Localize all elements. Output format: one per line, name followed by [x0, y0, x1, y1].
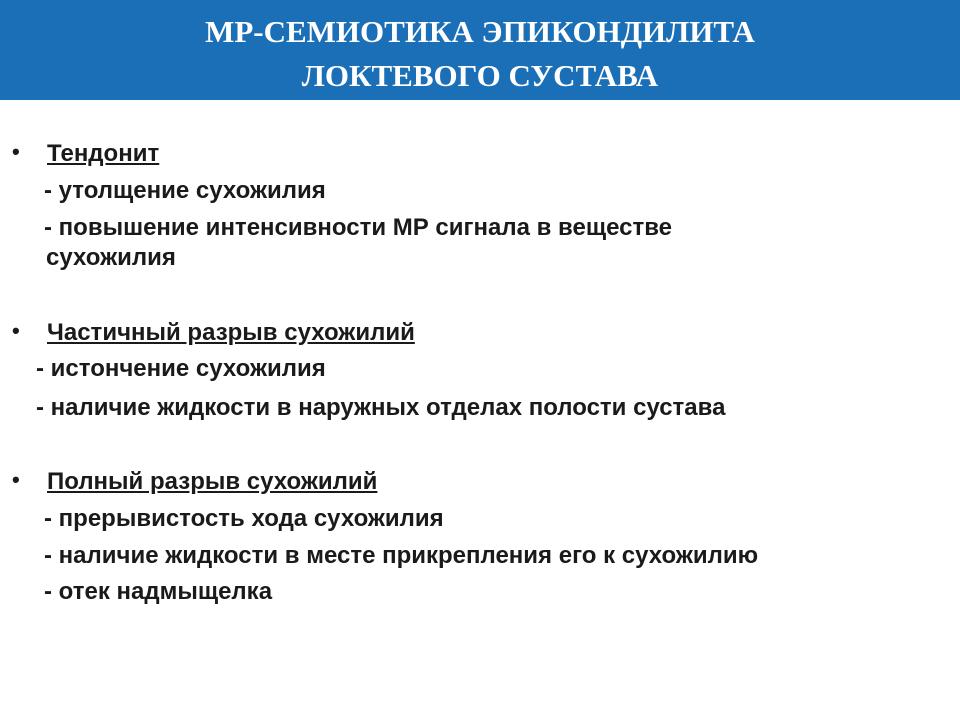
section-heading-tendonitis: Тендонит [47, 140, 160, 167]
bullet-icon: • [12, 139, 20, 164]
section-heading-partial-rupture: Частичный разрыв сухожилий [47, 319, 415, 346]
list-item: - утолщение сухожилия [44, 177, 326, 204]
bullet-icon: • [12, 318, 20, 343]
list-item: - наличие жидкости в наружных отделах полости сустава [36, 394, 726, 421]
list-item: - наличие жидкости в месте прикрепления его к сухожилию [44, 542, 759, 569]
list-item: - повышение интенсивности МР сигнала в веществе [44, 214, 672, 241]
list-item: сухожилия [46, 244, 176, 271]
title-line-1: МР-СЕМИОТИКА ЭПИКОНДИЛИТА [205, 14, 755, 49]
bullet-icon: • [12, 467, 20, 492]
list-item: - истончение сухожилия [36, 355, 326, 382]
list-item: - прерывистость хода сухожилия [44, 505, 444, 532]
list-item: - отек надмыщелка [44, 578, 273, 605]
section-heading-full-rupture: Полный разрыв сухожилий [47, 468, 378, 495]
title-line-2: ЛОКТЕВОГО СУСТАВА [301, 58, 659, 93]
